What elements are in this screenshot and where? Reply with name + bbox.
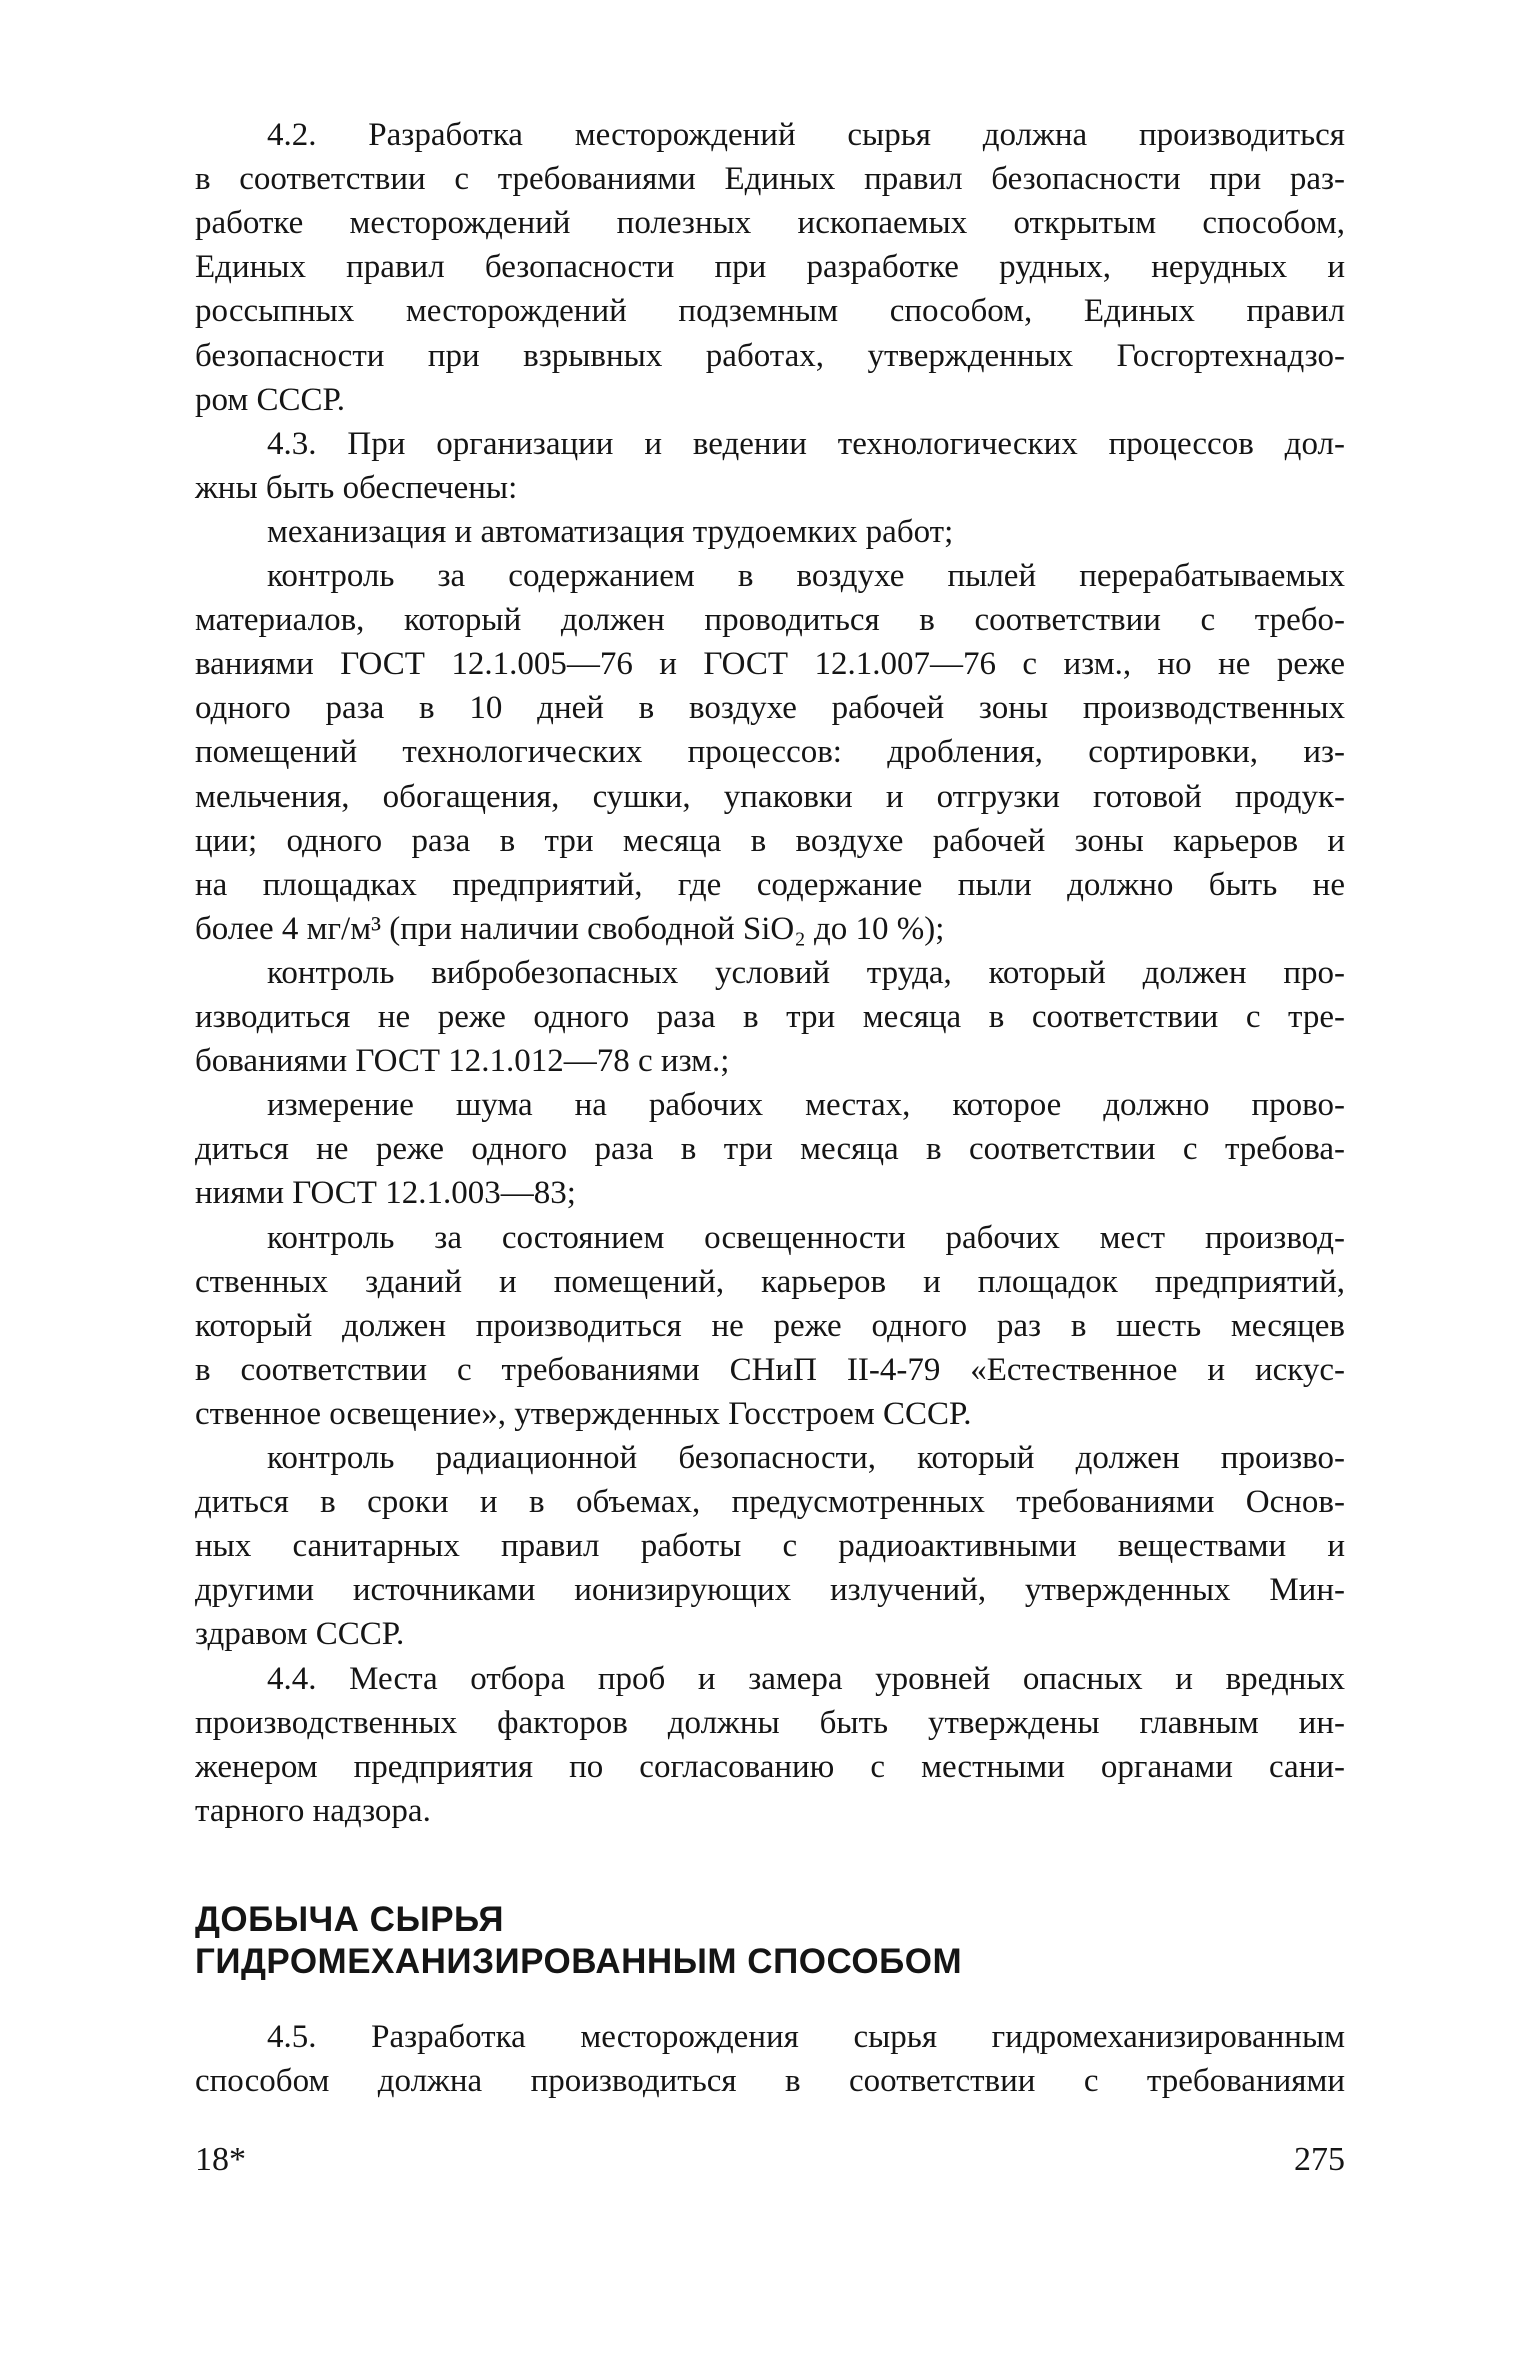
paragraph-line: работке месторождений полезных ископаемых открытым способом, [195,205,1345,242]
paragraph-line: 4.2. Разработка месторождений сырья должна производиться [267,117,1345,153]
paragraph-line: россыпных месторождений подземным способом, Единых правил [195,293,1345,330]
paragraph-line: контроль радиационной безопасности, который должен произво- [267,1440,1345,1476]
paragraph-line: диться не реже одного раза в три месяца в соответствии с требова- [195,1131,1345,1168]
paragraph-line: мельчения, обогащения, сушки, упаковки и отгрузки готовой продук- [195,778,1345,815]
paragraph-line: диться в сроки и в объемах, предусмотренных требованиями Основ- [195,1484,1345,1521]
paragraph-line: безопасности при взрывных работах, утвержденных Госгортехнадзо- [195,337,1345,374]
paragraph-line: изводиться не реже одного раза в три месяца в соответствии с тре- [195,999,1345,1035]
signature-mark: 18* [195,2141,246,2178]
paragraph-line: механизация и автоматизация трудоемких работ; [267,513,954,550]
paragraph-line: здравом СССР. [195,1616,405,1653]
section-heading: ДОБЫЧА СЫРЬЯ [195,1900,505,1939]
paragraph-line: производственных факторов должны быть утверждены главным ин- [195,1704,1345,1741]
paragraph-line: контроль вибробезопасных условий труда, который должен про- [267,954,1345,991]
paragraph-line: женером предприятия по согласованию с местными органами сани- [195,1748,1345,1785]
paragraph-line: 4.3. При организации и ведении технологических процессов дол- [267,425,1345,462]
page-number: 275 [1294,2141,1345,2178]
paragraph-line: на площадках предприятий, где содержание пыли должно быть не [195,866,1345,903]
paragraph-line: 4.4. Места отбора проб и замера уровней опасных и вредных [267,1660,1345,1697]
paragraph-line: тарного надзора. [195,1792,431,1829]
paragraph-line: ции; одного раза в три месяца в воздухе рабочей зоны карьеров и [195,822,1345,859]
paragraph-line: ром СССР. [195,381,346,418]
paragraph-line: ниями ГОСТ 12.1.003—83; [195,1175,576,1212]
paragraph-line: помещений технологических процессов: дробления, сортировки, из- [195,734,1345,771]
paragraph-line: ственное освещение», утвержденных Госстроем СССР. [195,1395,972,1432]
paragraph-line: Единых правил безопасности при разработке рудных, нерудных и [195,249,1345,286]
paragraph-line: более 4 мг/м³ (при наличии свободной SiO₂ до 10 %); [195,910,945,947]
paragraph-line: который должен производиться не реже одного раз в шесть месяцев [195,1307,1345,1344]
section-heading: ГИДРОМЕХАНИЗИРОВАННЫМ СПОСОБОМ [195,1942,963,1981]
paragraph-line: другими источниками ионизирующих излучений, утвержденных Мин- [195,1572,1345,1609]
paragraph-line: ных санитарных правил работы с радиоактивными веществами и [195,1528,1345,1565]
paragraph-line: в соответствии с требованиями Единых правил безопасности при раз- [195,161,1345,198]
paragraph-line: материалов, который должен проводиться в соответствии с требо- [195,602,1345,639]
paragraph-line: измерение шума на рабочих местах, которое должно прово- [267,1087,1345,1124]
paragraph-line: бованиями ГОСТ 12.1.012—78 с изм.; [195,1043,730,1080]
paragraph-line: в соответствии с требованиями СНиП II-4-79 «Естественное и искус- [195,1351,1345,1388]
paragraph-line: ваниями ГОСТ 12.1.005—76 и ГОСТ 12.1.007—76 с изм., но не реже [195,646,1345,683]
paragraph-line: способом должна производиться в соответствии с требованиями [195,2063,1345,2100]
paragraph-line: контроль за содержанием в воздухе пылей перерабатываемых [267,558,1345,594]
paragraph-line: контроль за состоянием освещенности рабочих мест производ- [267,1219,1345,1256]
paragraph-line: ственных зданий и помещений, карьеров и площадок предприятий, [195,1263,1345,1300]
paragraph-line: жны быть обеспечены: [195,469,518,506]
paragraph-line: одного раза в 10 дней в воздухе рабочей зоны производственных [195,690,1345,727]
paragraph-line: 4.5. Разработка месторождения сырья гидромеханизированным [267,2019,1345,2055]
